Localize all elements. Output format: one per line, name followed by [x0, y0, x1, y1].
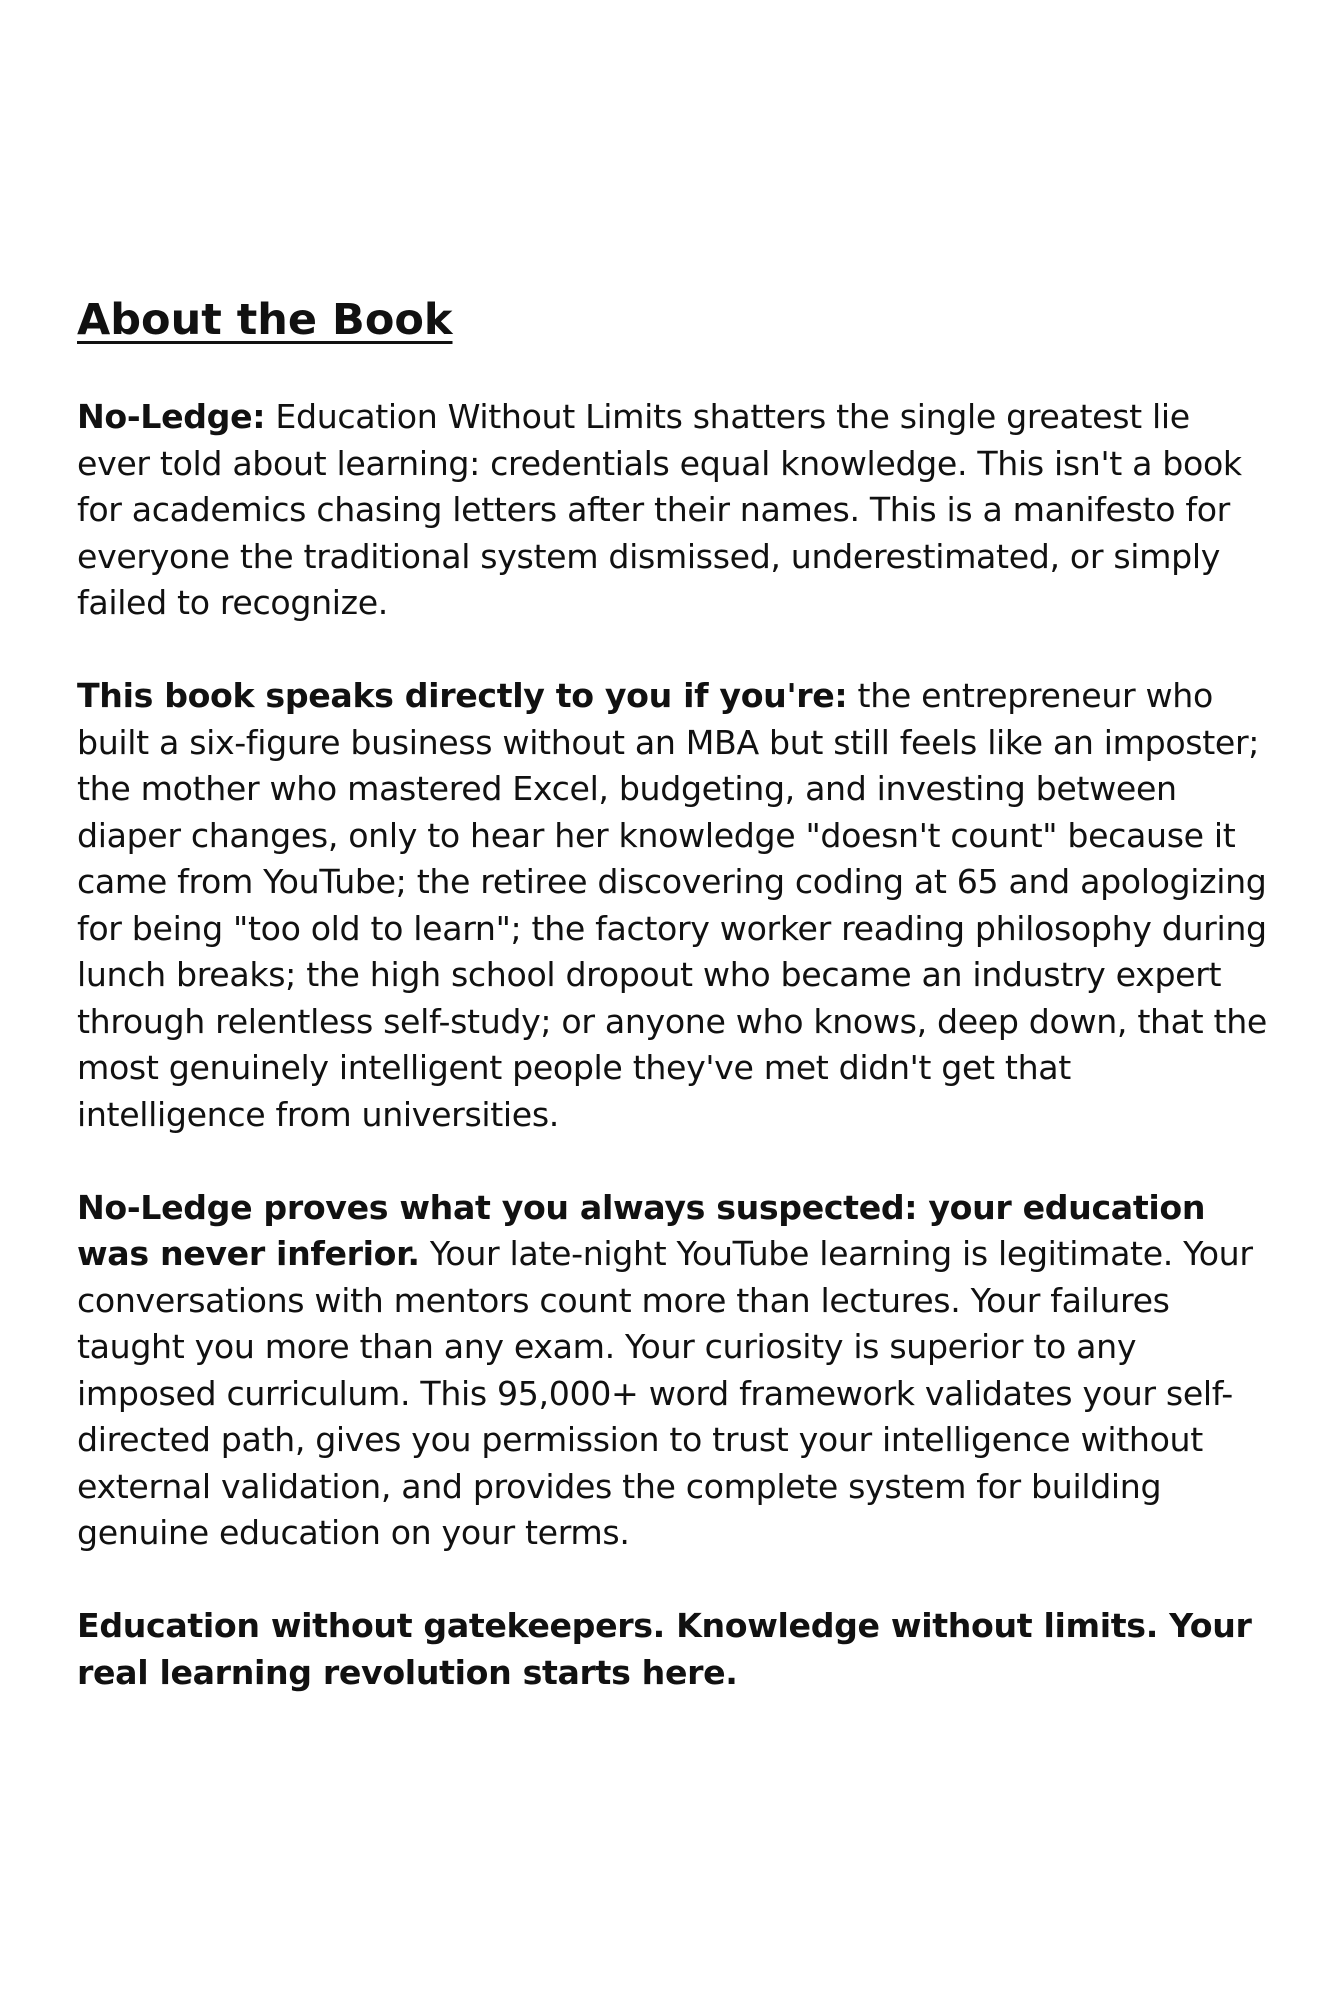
intro-paragraph	[77, 394, 1267, 627]
promise-body: Your late-night YouTube learning is legitimate. Your conversations with mentors count more than lectures. Your failures taught you more than any exam. Your curiosity is superior to any imposed curriculum. This 95,000+ word framework validates your self-directed path, gives you permission to trust your intelligence without external validation, and provides the complete system for building genuine education on your terms.	[77, 1234, 1253, 1553]
intro-body: Education Without Limits shatters the single greatest lie ever told about learning: credentials equal knowledge. This isn't a book for academics chasing letters after their names. This is a manifesto for everyone the traditional system dismissed, underestimated, or simply failed to recognize.	[77, 397, 1242, 623]
promise-lead: No-Ledge proves what you always suspected: your education was never inferior.	[77, 1187, 1206, 1274]
page-title: About the Book	[77, 295, 453, 345]
intro-lead: No-Ledge:	[77, 397, 266, 437]
promise-paragraph	[77, 1185, 1267, 1557]
closing-paragraph	[77, 1603, 1267, 1696]
audience-body: the entrepreneur who built a six-figure business without an MBA but still feels like an imposter; the mother who mastered Excel, budgeting, and investing between diaper changes, only to hear her knowledge "doesn't count" because it came from YouTube; the retiree discovering coding at 65 and apologizing for being "too old to learn"; the factory worker reading philosophy during lunch breaks; the high school dropout who became an industry expert through relentless self-study; or anyone who knows, deep down, that the most genuinely intelligent people they've met didn't get that intelligence from universities.	[77, 676, 1267, 1134]
audience-paragraph	[77, 673, 1267, 1138]
book-description-page	[77, 296, 1267, 1743]
audience-lead: This book speaks directly to you if you're:	[77, 676, 848, 716]
closing-lead: Education without gatekeepers. Knowledge without limits. Your real learning revolution starts here.	[77, 1606, 1252, 1692]
